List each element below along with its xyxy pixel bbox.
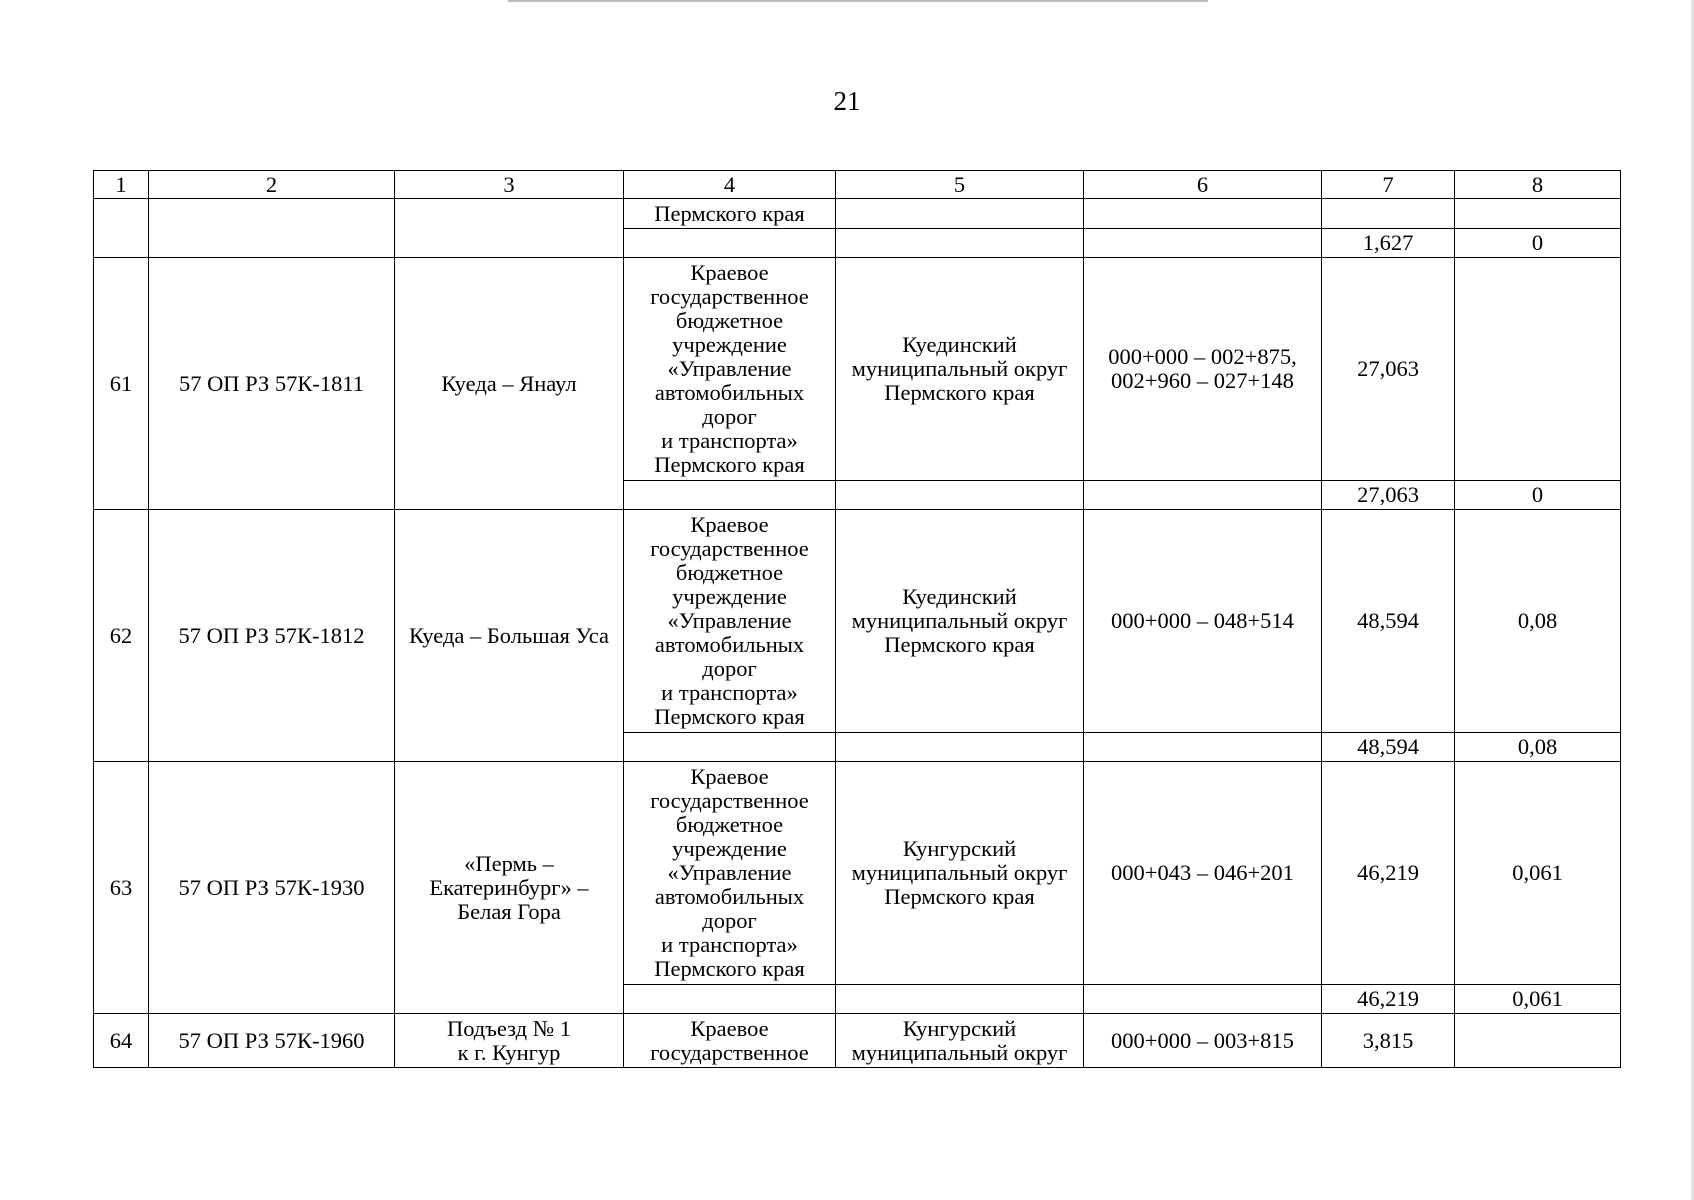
owner-line: дорог [702,656,757,681]
owner-cell [624,762,836,985]
district-line: муниципальный округ [851,1039,1068,1065]
owner-line: государственное [650,536,809,561]
road-code-cell: 57 ОП РЗ 57К-1811 [149,258,395,510]
length-cell: 46,219 [1322,762,1455,985]
cell-empty [1455,199,1621,229]
cell-empty [624,733,836,762]
row-number-cell: 61 [94,258,149,510]
district-line: Пермского края [884,632,1035,657]
owner-line: «Управление [667,356,792,381]
owner-line: государственное [650,1039,809,1065]
cell-empty [1322,199,1455,229]
scan-edge-top [508,0,1208,2]
km-range-cell [1084,762,1322,985]
cell-empty [1084,199,1322,229]
cell-empty [836,481,1084,510]
column-number: 7 [1322,171,1455,199]
cell-empty [836,985,1084,1014]
district-cell [836,510,1084,733]
row-number-cell: 63 [94,762,149,1014]
road-name-line: «Пермь – [464,850,554,876]
cell-empty [624,229,836,258]
owner-line: учреждение [672,836,787,861]
table-row [94,1014,1621,1068]
owner-line: государственное [650,284,809,309]
km-range-cell [1084,1014,1322,1068]
cell-empty [1084,229,1322,258]
owner-line: «Управление [667,860,792,885]
row-number-cell: 64 [94,1014,149,1068]
total-col8-cell: 0 [1455,481,1621,510]
district-line: Куединский [902,332,1017,357]
owner-line: учреждение [672,332,787,357]
cell-empty [1084,985,1322,1014]
cell-empty [624,481,836,510]
district-line: Куединский [902,584,1017,609]
district-cell [836,1014,1084,1068]
district-line: муниципальный округ [851,356,1068,381]
owner-line: бюджетное [675,560,784,585]
owner-line: автомобильных [654,884,805,909]
road-name-cell [395,1014,624,1068]
owner-line: Краевое [690,260,769,285]
page-number: 21 [833,86,861,116]
col8-cell [1455,1014,1621,1068]
district-line: муниципальный округ [851,608,1068,633]
road-name-line: Екатеринбург» – [429,874,589,900]
road-name-line: Подъезд № 1 [446,1015,572,1041]
km-range-cell [1084,258,1322,481]
road-name-cell: Куеда – Большая Уса [395,510,624,762]
cell-empty [149,199,395,258]
km-range-cell [1084,510,1322,733]
column-number: 3 [395,171,624,199]
owner-line: автомобильных [654,632,805,657]
table-row [94,762,1621,985]
road-name-cell: Куеда – Янаул [395,258,624,510]
owner-line: дорог [702,908,757,933]
district-line: Кунгурский [902,836,1017,861]
length-cell: 27,063 [1322,258,1455,481]
column-number: 5 [836,171,1084,199]
length-cell: 3,815 [1322,1014,1455,1068]
owner-line: Краевое [690,512,769,537]
carryover-row [94,199,1621,229]
owner-line: и транспорта» [661,428,798,453]
owner-cell [624,1014,836,1068]
col8-cell: 0,08 [1455,510,1621,733]
cell-empty [395,199,624,258]
owner-line: автомобильных [654,380,805,405]
cell-empty [836,733,1084,762]
road-name-line: к г. Кунгур [457,1039,561,1065]
km-line: 002+960 – 027+148 [1111,368,1294,393]
cell-empty [836,199,1084,229]
column-number-row [94,171,1621,199]
total-col8-cell: 0,08 [1455,733,1621,762]
column-number: 8 [1455,171,1621,199]
table-row [94,510,1621,733]
total-length-cell: 1,627 [1322,229,1455,258]
owner-cell [624,258,836,481]
column-number: 4 [624,171,836,199]
owner-line: Пермского края [654,452,805,477]
owner-line: бюджетное [675,308,784,333]
road-code-cell: 57 ОП РЗ 57К-1960 [149,1014,395,1068]
column-number: 6 [1084,171,1322,199]
km-line: 000+043 – 046+201 [1111,860,1294,885]
owner-line: и транспорта» [661,932,798,957]
road-code-cell: 57 ОП РЗ 57К-1930 [149,762,395,1014]
district-line: Пермского края [884,884,1035,909]
cell-empty [624,985,836,1014]
cell-empty [94,199,149,258]
district-line: Кунгурский [902,1015,1017,1041]
row-number-cell: 62 [94,510,149,762]
column-number: 1 [94,171,149,199]
district-line: Пермского края [884,380,1035,405]
district-cell [836,762,1084,985]
owner-line: учреждение [672,584,787,609]
total-length-cell: 46,219 [1322,985,1455,1014]
owner-line: Краевое [690,764,769,789]
total-length-cell: 27,063 [1322,481,1455,510]
km-line: 000+000 – 003+815 [1111,1027,1294,1053]
table-row [94,258,1621,481]
col8-cell: 0,061 [1455,762,1621,985]
district-line: муниципальный округ [851,860,1068,885]
total-col8-cell: 0 [1455,229,1621,258]
owner-line: и транспорта» [661,680,798,705]
owner-line: бюджетное [675,812,784,837]
road-name-line: Белая Гора [457,898,561,924]
owner-line: Пермского края [654,704,805,729]
km-line: 000+000 – 002+875, [1108,344,1297,369]
km-line: 000+000 – 048+514 [1111,608,1294,633]
cell-empty [1084,481,1322,510]
cell-empty [1084,733,1322,762]
owner-cell [624,510,836,733]
col8-cell [1455,258,1621,481]
owner-line: дорог [702,404,757,429]
owner-line: государственное [650,788,809,813]
road-code-cell: 57 ОП РЗ 57К-1812 [149,510,395,762]
column-number: 2 [149,171,395,199]
length-cell: 48,594 [1322,510,1455,733]
district-cell [836,258,1084,481]
owner-line: «Управление [667,608,792,633]
owner-line: Краевое [690,1015,769,1041]
owner-line: Пермского края [654,956,805,981]
total-length-cell: 48,594 [1322,733,1455,762]
road-name-cell [395,762,624,1014]
total-col8-cell: 0,061 [1455,985,1621,1014]
cell-empty [836,229,1084,258]
owner-cell: Пермского края [624,199,836,229]
road-registry-table [93,170,1621,1068]
